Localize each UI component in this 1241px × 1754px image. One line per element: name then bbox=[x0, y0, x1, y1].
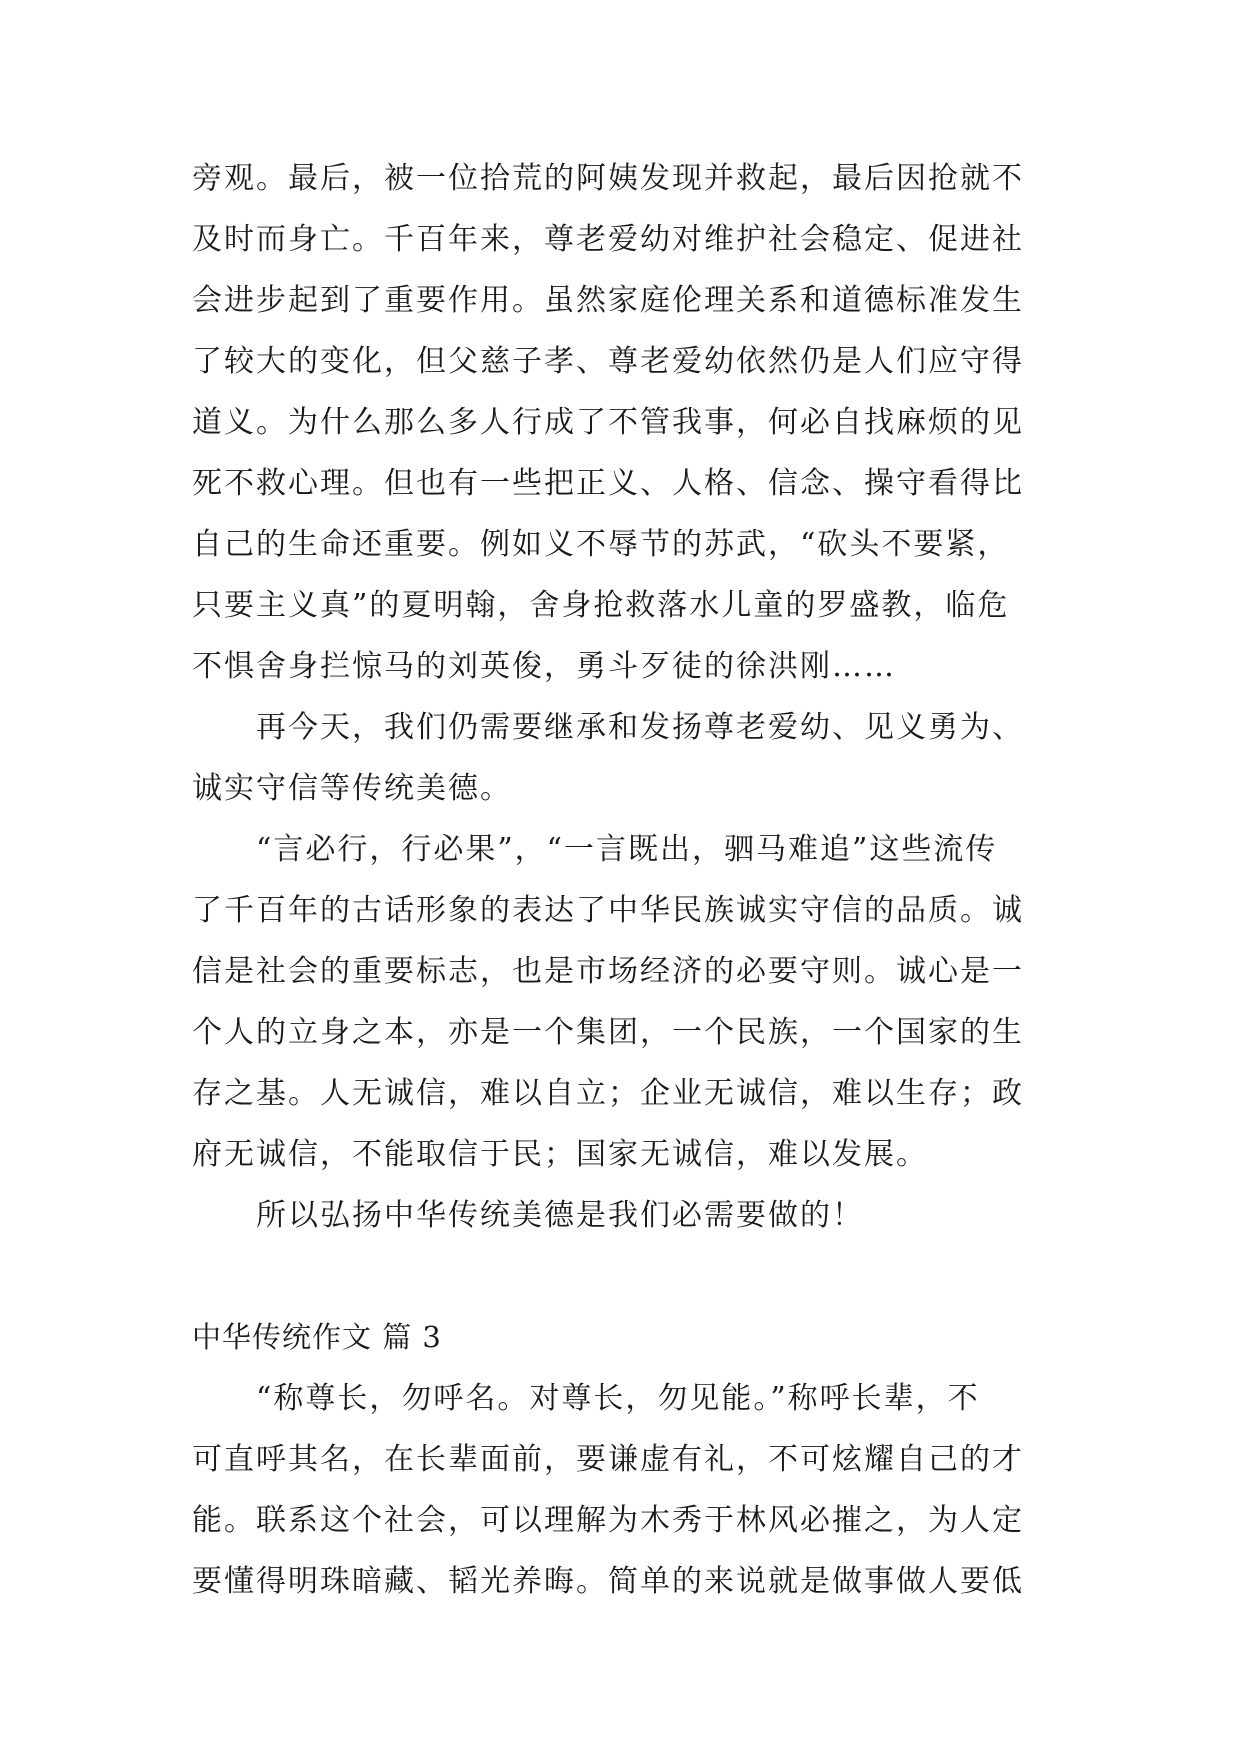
text-line: 要懂得明珠暗藏、韬光养晦。简单的来说就是做事做人要低 bbox=[192, 1564, 1024, 1599]
text-line: 会进步起到了重要作用。虽然家庭伦理关系和道德标准发生 bbox=[192, 283, 1024, 318]
text-line: 再今天，我们仍需要继承和发扬尊老爱幼、见义勇为、 bbox=[256, 710, 1024, 745]
text-line: 可直呼其名，在长辈面前，要谦虚有礼，不可炫耀自己的才 bbox=[192, 1442, 1024, 1477]
paragraph-1 bbox=[192, 148, 1072, 697]
text-line: 能。联系这个社会，可以理解为木秀于林风必摧之，为人定 bbox=[192, 1503, 1024, 1538]
text-line: 只要主义真”的夏明翰，舍身抢救落水儿童的罗盛教，临危 bbox=[192, 588, 1010, 623]
text-line: 不惧舍身拦惊马的刘英俊，勇斗歹徒的徐洪刚…… bbox=[192, 649, 896, 684]
section-heading: 中华传统作文 篇 3 bbox=[192, 1320, 442, 1354]
text-line: 府无诚信，不能取信于民；国家无诚信，难以发展。 bbox=[192, 1137, 928, 1172]
text-line: 及时而身亡。千百年来，尊老爱幼对维护社会稳定、促进社 bbox=[192, 222, 1024, 257]
text-line: 所以弘扬中华传统美德是我们必需要做的！ bbox=[256, 1198, 864, 1233]
text-line: “言必行，行必果”，“一言既出，驷马难追”这些流传 bbox=[256, 832, 998, 867]
text-line: 个人的立身之本，亦是一个集团，一个民族，一个国家的生 bbox=[192, 1015, 1024, 1050]
text-line: 了较大的变化，但父慈子孝、尊老爱幼依然仍是人们应守得 bbox=[192, 344, 1024, 379]
paragraph-2 bbox=[192, 697, 1072, 819]
text-line: 旁观。最后，被一位拾荒的阿姨发现并救起，最后因抢就不 bbox=[192, 161, 1024, 196]
paragraph-4 bbox=[192, 1185, 1072, 1246]
text-line: 了千百年的古话形象的表达了中华民族诚实守信的品质。诚 bbox=[192, 893, 1024, 928]
document-body bbox=[192, 148, 1072, 1612]
text-line: 死不救心理。但也有一些把正义、人格、信念、操守看得比 bbox=[192, 466, 1024, 501]
text-line: “称尊长，勿呼名。对尊长，勿见能。”称呼长辈，不 bbox=[256, 1381, 980, 1416]
paragraph-3 bbox=[192, 819, 1072, 1185]
text-line: 信是社会的重要标志，也是市场经济的必要守则。诚心是一 bbox=[192, 954, 1024, 989]
section-paragraph bbox=[192, 1368, 1072, 1612]
text-line: 存之基。人无诚信，难以自立；企业无诚信，难以生存；政 bbox=[192, 1076, 1024, 1111]
text-line: 诚实守信等传统美德。 bbox=[192, 771, 512, 806]
text-line: 道义。为什么那么多人行成了不管我事，何必自找麻烦的见 bbox=[192, 405, 1024, 440]
blank-line bbox=[192, 1246, 1072, 1307]
text-line: 自己的生命还重要。例如义不辱节的苏武，“砍头不要紧， bbox=[192, 527, 1010, 562]
